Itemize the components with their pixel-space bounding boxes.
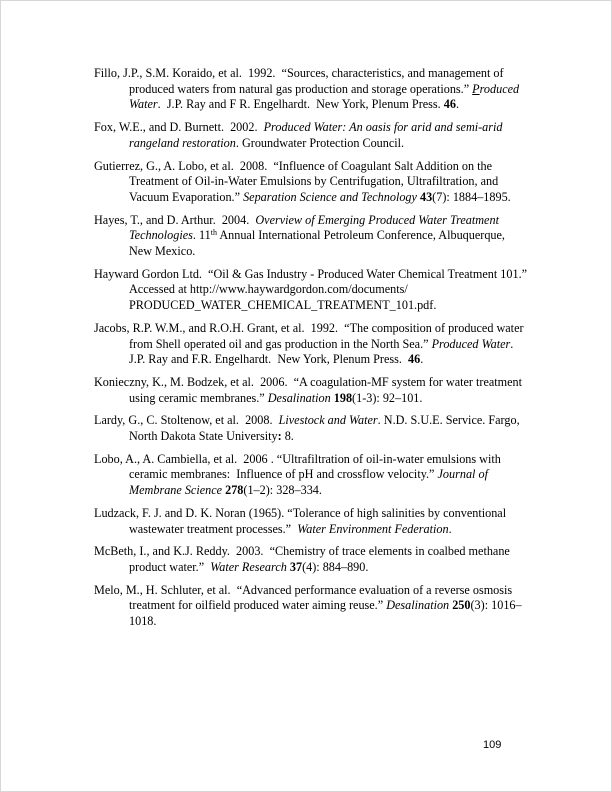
ref-segment: Produced Water: An oasis for arid and semi-arid rangeland restoration <box>129 120 506 150</box>
ref-segment: . J.P. Ray and F.R. Engelhardt. New York, Plenum Press. <box>129 336 520 367</box>
ref-segment: P <box>472 81 480 96</box>
ref-segment: Lardy, G., C. Stoltenow, et al. 2008. <box>94 413 279 428</box>
ref-segment: Ludzack, F. J. and D. K. Noran (1965). “Tolerance of high salinities by conventional wastewater treatment processes.” <box>94 505 510 536</box>
ref-segment: 46 <box>408 352 421 367</box>
ref-segment: Melo, M., H. Schluter, et al. “Advanced performance evaluation of a reverse osmosis treatment for oilfield produced water aiming reuse.” <box>94 582 516 613</box>
ref-segment: : <box>277 429 282 444</box>
ref-segment: (1–2): 328–334. <box>243 483 322 498</box>
ref-segment: 43 <box>419 189 433 204</box>
ref-segment: Separation Science and Technology <box>243 189 417 204</box>
ref-segment: Fillo, J.P., S.M. Koraido, et al. 1992. “Sources, characteristics, and management of produced waters from natural gas production and storage operations.” <box>94 66 507 96</box>
ref-segment: Fox, W.E., and D. Burnett. 2002. <box>94 120 264 135</box>
ref-segment: Hayward Gordon Ltd. “Oil & Gas Industry - Produced Water Chemical Treatment 101.” Accessed at http://www.haywardgordon.com/documents/ PRODUCED_WATER_CHEMICAL_TREATMENT_101.pdf. <box>94 266 530 313</box>
reference-entry <box>94 452 528 499</box>
ref-segment: Water Research <box>210 559 287 574</box>
ref-segment: Hayes, T., and D. Arthur. 2004. <box>94 212 256 227</box>
ref-segment: . <box>448 521 452 536</box>
ref-segment: (7): 1884–1895. <box>432 189 511 204</box>
ref-segment: . N.D. S.U.E. Service. Fargo, North Dakota State University <box>129 413 523 444</box>
ref-segment: (4): 884–890. <box>302 559 369 574</box>
reference-entry <box>94 375 528 406</box>
ref-segment: . J.P. Ray and F R. Engelhardt. New York, Plenum Press. <box>157 97 444 112</box>
ref-segment: . <box>420 352 424 367</box>
ref-segment: Water Environment Federation <box>297 521 449 536</box>
ref-segment: Jacobs, R.P. W.M., and R.O.H. Grant, et al. 1992. “The composition of produced water from Shell operated oil and gas production in the North Sea.” <box>94 320 527 351</box>
reference-entry <box>94 506 528 537</box>
ref-segment: (1-3): 92–101. <box>352 390 423 405</box>
ref-segment: . <box>455 97 459 112</box>
ref-segment: . Groundwater Protection Council. <box>235 135 405 150</box>
reference-entry <box>94 66 528 113</box>
reference-entry <box>94 583 528 630</box>
ref-segment: Annual International Petroleum Conference, Albuquerque, New Mexico. <box>129 228 509 259</box>
ref-segment: 8. <box>281 429 294 444</box>
ref-segment: 198 <box>333 390 353 405</box>
ref-segment: th <box>210 228 217 238</box>
ref-segment: McBeth, I., and K.J. Reddy. 2003. “Chemistry of trace elements in coalbed methane product water.” <box>94 544 513 574</box>
ref-segment: (3): 1016–1018. <box>129 598 522 629</box>
ref-segment: Desalination <box>267 390 331 405</box>
ref-segment: Lobo, A., A. Cambiella, et al. 2006 . “Ultrafiltration of oil-in-water emulsions with ceramic membranes: Influence of pH and crossflow velocity.” <box>94 451 504 482</box>
page-number: 109 <box>483 739 502 751</box>
reference-entry <box>94 321 528 368</box>
ref-segment: Livestock and Water <box>278 413 378 428</box>
reference-entry <box>94 544 528 575</box>
reference-entry <box>94 120 528 151</box>
ref-segment: 250 <box>452 598 471 613</box>
ref-segment: . 11 <box>192 228 211 243</box>
reference-entry <box>94 213 528 260</box>
ref-segment: Gutierrez, G., A. Lobo, et al. 2008. “Influence of Coagulant Salt Addition on the Treatment of Oil-in-Water Emulsions by Centrifugation, Ultrafiltration, and Vacuum Evaporation.” <box>94 158 502 204</box>
ref-segment: roduced Water <box>129 81 523 112</box>
ref-segment: Overview of Emerging Produced Water Treatment Technologies <box>129 212 502 243</box>
ref-segment: 37 <box>289 559 303 574</box>
ref-segment: 278 <box>225 483 244 498</box>
reference-entry <box>94 159 528 206</box>
ref-segment: Produced Water <box>431 336 511 351</box>
reference-entry <box>94 267 528 314</box>
ref-segment: 46 <box>443 97 456 112</box>
ref-segment: Desalination <box>386 598 450 613</box>
references-list <box>94 66 528 637</box>
reference-entry <box>94 413 528 444</box>
ref-segment: Konieczny, K., M. Bodzek, et al. 2006. “A coagulation-MF system for water treatment using ceramic membranes.” <box>94 374 526 405</box>
ref-segment: Journal of Membrane Science <box>129 467 492 498</box>
